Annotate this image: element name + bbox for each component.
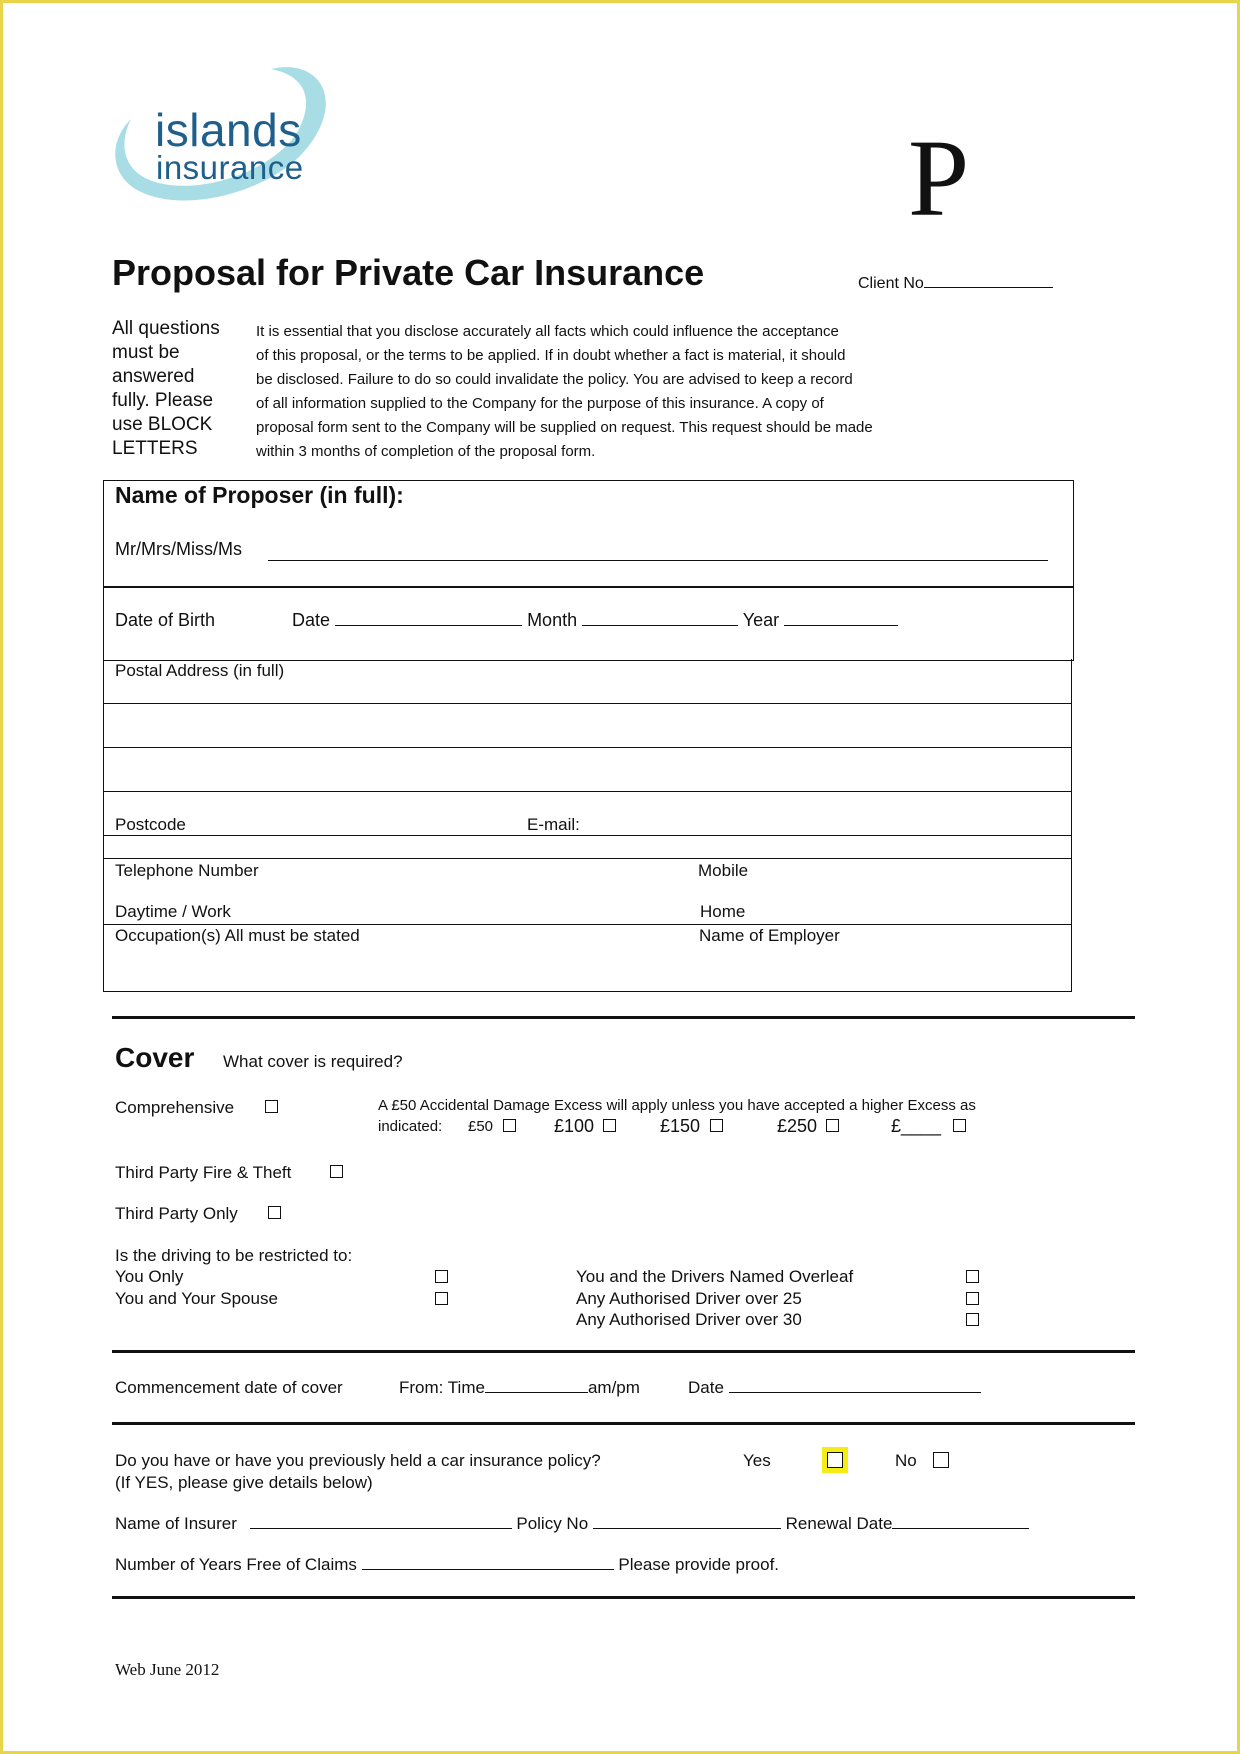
telephone-label: Telephone Number bbox=[115, 861, 259, 880]
renewal-date-label: Renewal Date bbox=[785, 1514, 893, 1533]
address-line-3[interactable] bbox=[103, 791, 1072, 792]
daytime-work-label: Daytime / Work bbox=[115, 902, 231, 921]
intro-right-line: It is essential that you disclose accurately all facts which could influence the acceptance bbox=[256, 323, 839, 340]
commencement-ampm-label: am/pm bbox=[587, 1378, 640, 1397]
restrict-you-only: You Only bbox=[115, 1267, 184, 1286]
restrict-named-drivers: You and the Drivers Named Overleaf bbox=[576, 1267, 854, 1286]
commencement-label: Commencement date of cover bbox=[115, 1378, 343, 1397]
occupation-divider bbox=[103, 924, 1072, 925]
restrict-you-and-spouse: You and Your Spouse bbox=[115, 1289, 278, 1308]
postal-address-label: Postal Address (in full) bbox=[115, 661, 285, 680]
intro-left-line: answered bbox=[112, 366, 195, 387]
intro-disclosure-text bbox=[256, 320, 873, 464]
tpft-checkbox[interactable] bbox=[330, 1165, 343, 1178]
commencement-date-field bbox=[688, 1378, 981, 1398]
you-and-spouse-checkbox[interactable] bbox=[435, 1292, 448, 1305]
intro-left-line: LETTERS bbox=[112, 438, 198, 459]
driver-over-30-checkbox[interactable] bbox=[966, 1313, 979, 1326]
yes-label: Yes bbox=[743, 1451, 771, 1470]
excess-option-other: £____ bbox=[891, 1116, 942, 1136]
address-line-1[interactable] bbox=[103, 703, 1072, 704]
intro-instructions bbox=[112, 317, 220, 461]
comprehensive-checkbox[interactable] bbox=[265, 1100, 278, 1113]
excess-option-50: £50 bbox=[468, 1118, 494, 1135]
years-free-label: Number of Years Free of Claims bbox=[115, 1555, 357, 1574]
intro-right-line: proposal form sent to the Company will be supplied on request. This request should be made bbox=[256, 419, 873, 436]
no-checkbox[interactable] bbox=[933, 1452, 949, 1468]
proposer-name-line[interactable] bbox=[268, 560, 1048, 561]
client-no-field[interactable] bbox=[858, 275, 1053, 293]
intro-right-line: within 3 months of completion of the proposal form. bbox=[256, 443, 596, 460]
intro-right-line: be disclosed. Failure to do so could invalidate the policy. You are advised to keep a record bbox=[256, 371, 853, 388]
islands-insurance-logo bbox=[111, 63, 341, 233]
you-only-checkbox[interactable] bbox=[435, 1270, 448, 1283]
excess-option-100: £100 bbox=[554, 1116, 595, 1136]
excess-50-checkbox[interactable] bbox=[503, 1119, 516, 1132]
excess-250-checkbox[interactable] bbox=[826, 1119, 839, 1132]
postcode-email-line[interactable] bbox=[103, 835, 1072, 836]
intro-left-line: use BLOCK bbox=[112, 414, 213, 435]
client-no-blank[interactable] bbox=[924, 286, 1053, 288]
insurer-label: Name of Insurer bbox=[115, 1514, 237, 1533]
client-no-label: Client No bbox=[858, 275, 924, 292]
page-title: Proposal for Private Car Insurance bbox=[112, 252, 705, 293]
intro-left-line: fully. Please bbox=[112, 390, 214, 411]
policy-no-blank[interactable] bbox=[593, 1527, 781, 1529]
intro-right-line: of this proposal, or the terms to be applied. If in doubt whether a fact is material, it should bbox=[256, 347, 846, 364]
tpo-label: Third Party Only bbox=[115, 1204, 238, 1223]
commencement-from-time-label: From: Time bbox=[399, 1378, 485, 1397]
telephone-divider bbox=[103, 858, 1072, 859]
tpo-checkbox[interactable] bbox=[268, 1206, 281, 1219]
tpft-label: Third Party Fire & Theft bbox=[115, 1163, 292, 1182]
proposer-heading: Name of Proposer (in full): bbox=[115, 482, 404, 508]
occupation-label: Occupation(s) All must be stated bbox=[115, 926, 360, 945]
restrict-question: Is the driving to be restricted to: bbox=[115, 1246, 353, 1265]
cover-question: What cover is required? bbox=[223, 1052, 403, 1071]
years-free-blank[interactable] bbox=[362, 1568, 614, 1570]
yes-checkbox[interactable] bbox=[827, 1452, 843, 1468]
excess-option-250: £250 bbox=[777, 1116, 818, 1136]
excess-other-checkbox[interactable] bbox=[953, 1119, 966, 1132]
comprehensive-label: Comprehensive bbox=[115, 1098, 235, 1117]
policy-no-label: Policy No bbox=[516, 1514, 589, 1533]
excess-note: A £50 Accidental Damage Excess will apply unless you have accepted a higher Excess as bbox=[378, 1097, 976, 1114]
no-label: No bbox=[895, 1451, 917, 1470]
cover-heading: Cover bbox=[115, 1042, 195, 1073]
logo-word-insurance: insurance bbox=[156, 149, 304, 186]
form-code-letter: P bbox=[908, 117, 970, 239]
insurer-blank[interactable] bbox=[250, 1527, 512, 1529]
insurer-row bbox=[115, 1514, 1029, 1534]
section-divider bbox=[112, 1422, 1135, 1425]
dob-date-blank[interactable] bbox=[335, 624, 522, 626]
dob-row bbox=[115, 610, 215, 631]
intro-right-line: of all information supplied to the Company for the purpose of this insurance. A copy of bbox=[256, 395, 824, 412]
dob-month-label: Month bbox=[527, 610, 578, 630]
driver-over-25-checkbox[interactable] bbox=[966, 1292, 979, 1305]
claims-row bbox=[115, 1555, 779, 1575]
proposer-title-label: Mr/Mrs/Miss/Ms bbox=[115, 539, 242, 559]
email-label: E-mail: bbox=[527, 815, 580, 834]
dob-month-blank[interactable] bbox=[582, 624, 738, 626]
footer-version: Web June 2012 bbox=[115, 1660, 220, 1679]
restrict-driver-over-30: Any Authorised Driver over 30 bbox=[576, 1310, 802, 1329]
excess-100-checkbox[interactable] bbox=[603, 1119, 616, 1132]
commencement-fields bbox=[399, 1378, 640, 1398]
employer-label: Name of Employer bbox=[699, 926, 840, 945]
commencement-time-blank[interactable] bbox=[485, 1391, 588, 1393]
intro-left-line: All questions bbox=[112, 318, 220, 339]
excess-150-checkbox[interactable] bbox=[710, 1119, 723, 1132]
restrict-driver-over-25: Any Authorised Driver over 25 bbox=[576, 1289, 802, 1308]
dob-fields bbox=[292, 610, 898, 631]
commencement-date-blank[interactable] bbox=[729, 1391, 981, 1393]
dob-date-label: Date bbox=[292, 610, 331, 630]
address-line-2[interactable] bbox=[103, 747, 1072, 748]
section-divider bbox=[112, 1350, 1135, 1353]
dob-label: Date of Birth bbox=[115, 610, 216, 630]
previous-policy-question: Do you have or have you previously held a car insurance policy? bbox=[115, 1451, 601, 1470]
excess-indicated-label: indicated: bbox=[378, 1118, 443, 1135]
previous-policy-note: (If YES, please give details below) bbox=[115, 1473, 373, 1492]
renewal-date-blank[interactable] bbox=[892, 1527, 1029, 1529]
dob-year-blank[interactable] bbox=[784, 624, 898, 626]
logo-word-islands: islands bbox=[155, 104, 302, 156]
home-label: Home bbox=[700, 902, 746, 921]
intro-left-line: must be bbox=[112, 342, 180, 363]
dob-year-label: Year bbox=[742, 610, 780, 630]
section-divider bbox=[112, 1016, 1135, 1019]
commencement-date-label: Date bbox=[688, 1378, 724, 1397]
mobile-label: Mobile bbox=[698, 861, 749, 880]
excess-option-150: £150 bbox=[660, 1116, 701, 1136]
named-drivers-checkbox[interactable] bbox=[966, 1270, 979, 1283]
proof-note: Please provide proof. bbox=[618, 1555, 780, 1574]
postcode-label: Postcode bbox=[115, 815, 186, 834]
section-divider bbox=[112, 1596, 1135, 1599]
